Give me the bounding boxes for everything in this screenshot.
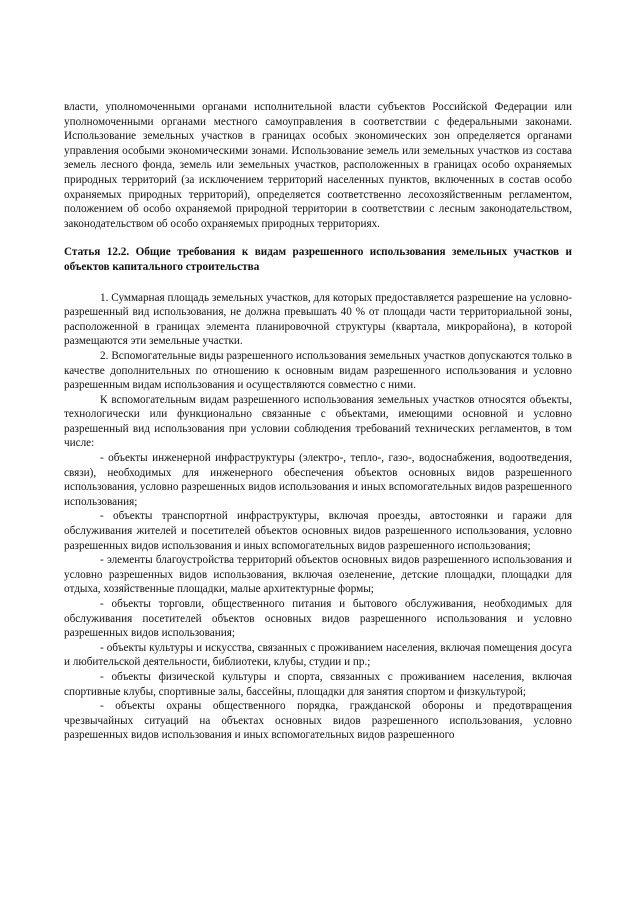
list-item-public-order: - объекты охраны общественного порядка, гражданской обороны и предотвращения чрезвычайных ситуаций на объектах основных видов разрешенного использования, условно разрешенных видов использования и иных вспомогательных видов разрешенного xyxy=(64,700,572,742)
paragraph-2: 2. Вспомогательные виды разрешенного использования земельных участков допускаются только в качестве дополнительных по отношению к основным видам разрешенного использования и условно разрешенным видам использования и осуществляются совместно с ними. xyxy=(64,349,572,392)
spacer xyxy=(64,275,572,291)
list-item-landscaping: - элементы благоустройства территорий объектов основных видов разрешенного использования и условно разрешенных видов использования, включая озеленение, детские площадки, площадки для отдыха, хозяйственные площадки, малые архитектурные формы; xyxy=(64,554,572,596)
list-item-engineering: - объекты инженерной инфраструктуры (электро-, тепло-, газо-, водоснабжения, водоотведения, связи), необходимых для инженерного обеспечения объектов основных видов разрешенного использования, условно разрешенных видов использования и иных вспомогательных видов разрешенного использования; xyxy=(64,452,572,508)
spacer xyxy=(64,231,572,245)
list-item-transport: - объекты транспортной инфраструктуры, включая проезды, автостоянки и гаражи для обслуживания жителей и посетителей объектов основных видов разрешенного использования, условно разрешенных видов использования и иных вспомогательных видов разрешенного использования; xyxy=(64,510,572,552)
list-item-trade: - объекты торговли, общественного питания и бытового обслуживания, необходимых для обслуживания посетителей объектов основных видов разрешенного использования и условно разрешенных видов использования; xyxy=(64,598,572,640)
paragraph-1: 1. Суммарная площадь земельных участков, для которых предоставляется разрешение на условно-разрешенный вид использования, не должна превышать 40 % от площади части территориальной зоны, расположенной в границах элемента планировочной структуры (квартала, микрорайона), в которой размещаются эти земельные участки. xyxy=(64,291,572,348)
document-page xyxy=(64,100,572,743)
list-item-sport: - объекты физической культуры и спорта, связанных с проживанием населения, включая спортивные клубы, спортивные залы, бассейны, площадки для занятия спортом и физкультурой; xyxy=(64,670,572,698)
paragraph-auxiliary-intro: К вспомогательным видам разрешенного использования земельных участков относятся объекты, технологически или функционально связанные с объектами, имеющими основной и условно разрешенный вид использования при условии соблюдения требований технических регламентов, в том числе: xyxy=(64,393,572,450)
article-heading: Статья 12.2. Общие требования к видам разрешенного использования земельных участков и объектов капитального строительства xyxy=(64,246,572,273)
intro-paragraph: власти, уполномоченными органами исполнительной власти субъектов Российской Федерации или уполномоченными органами местного самоуправления в соответствии с федеральными законами. Использование земельных участков в границах особых экономических зон определяется органами управления особыми экономическими зонами. Использование земель или земельных участков из состава земель лесного фонда, земель или земельных участков, расположенных в границах особо охраняемых природных территорий (за исключением территорий населенных пунктов, включенных в состав особо охраняемых природных территорий), определяется соответственно лесохозяйственным регламентом, положением об особо охраняемой природной территории в соответствии с лесным законодательством, законодательством об особо охраняемых природных территориях. xyxy=(64,101,572,230)
list-item-culture: - объекты культуры и искусства, связанных с проживанием населения, включая помещения досуга и любительской деятельности, библиотеки, клубы, студии и пр.; xyxy=(64,641,572,669)
